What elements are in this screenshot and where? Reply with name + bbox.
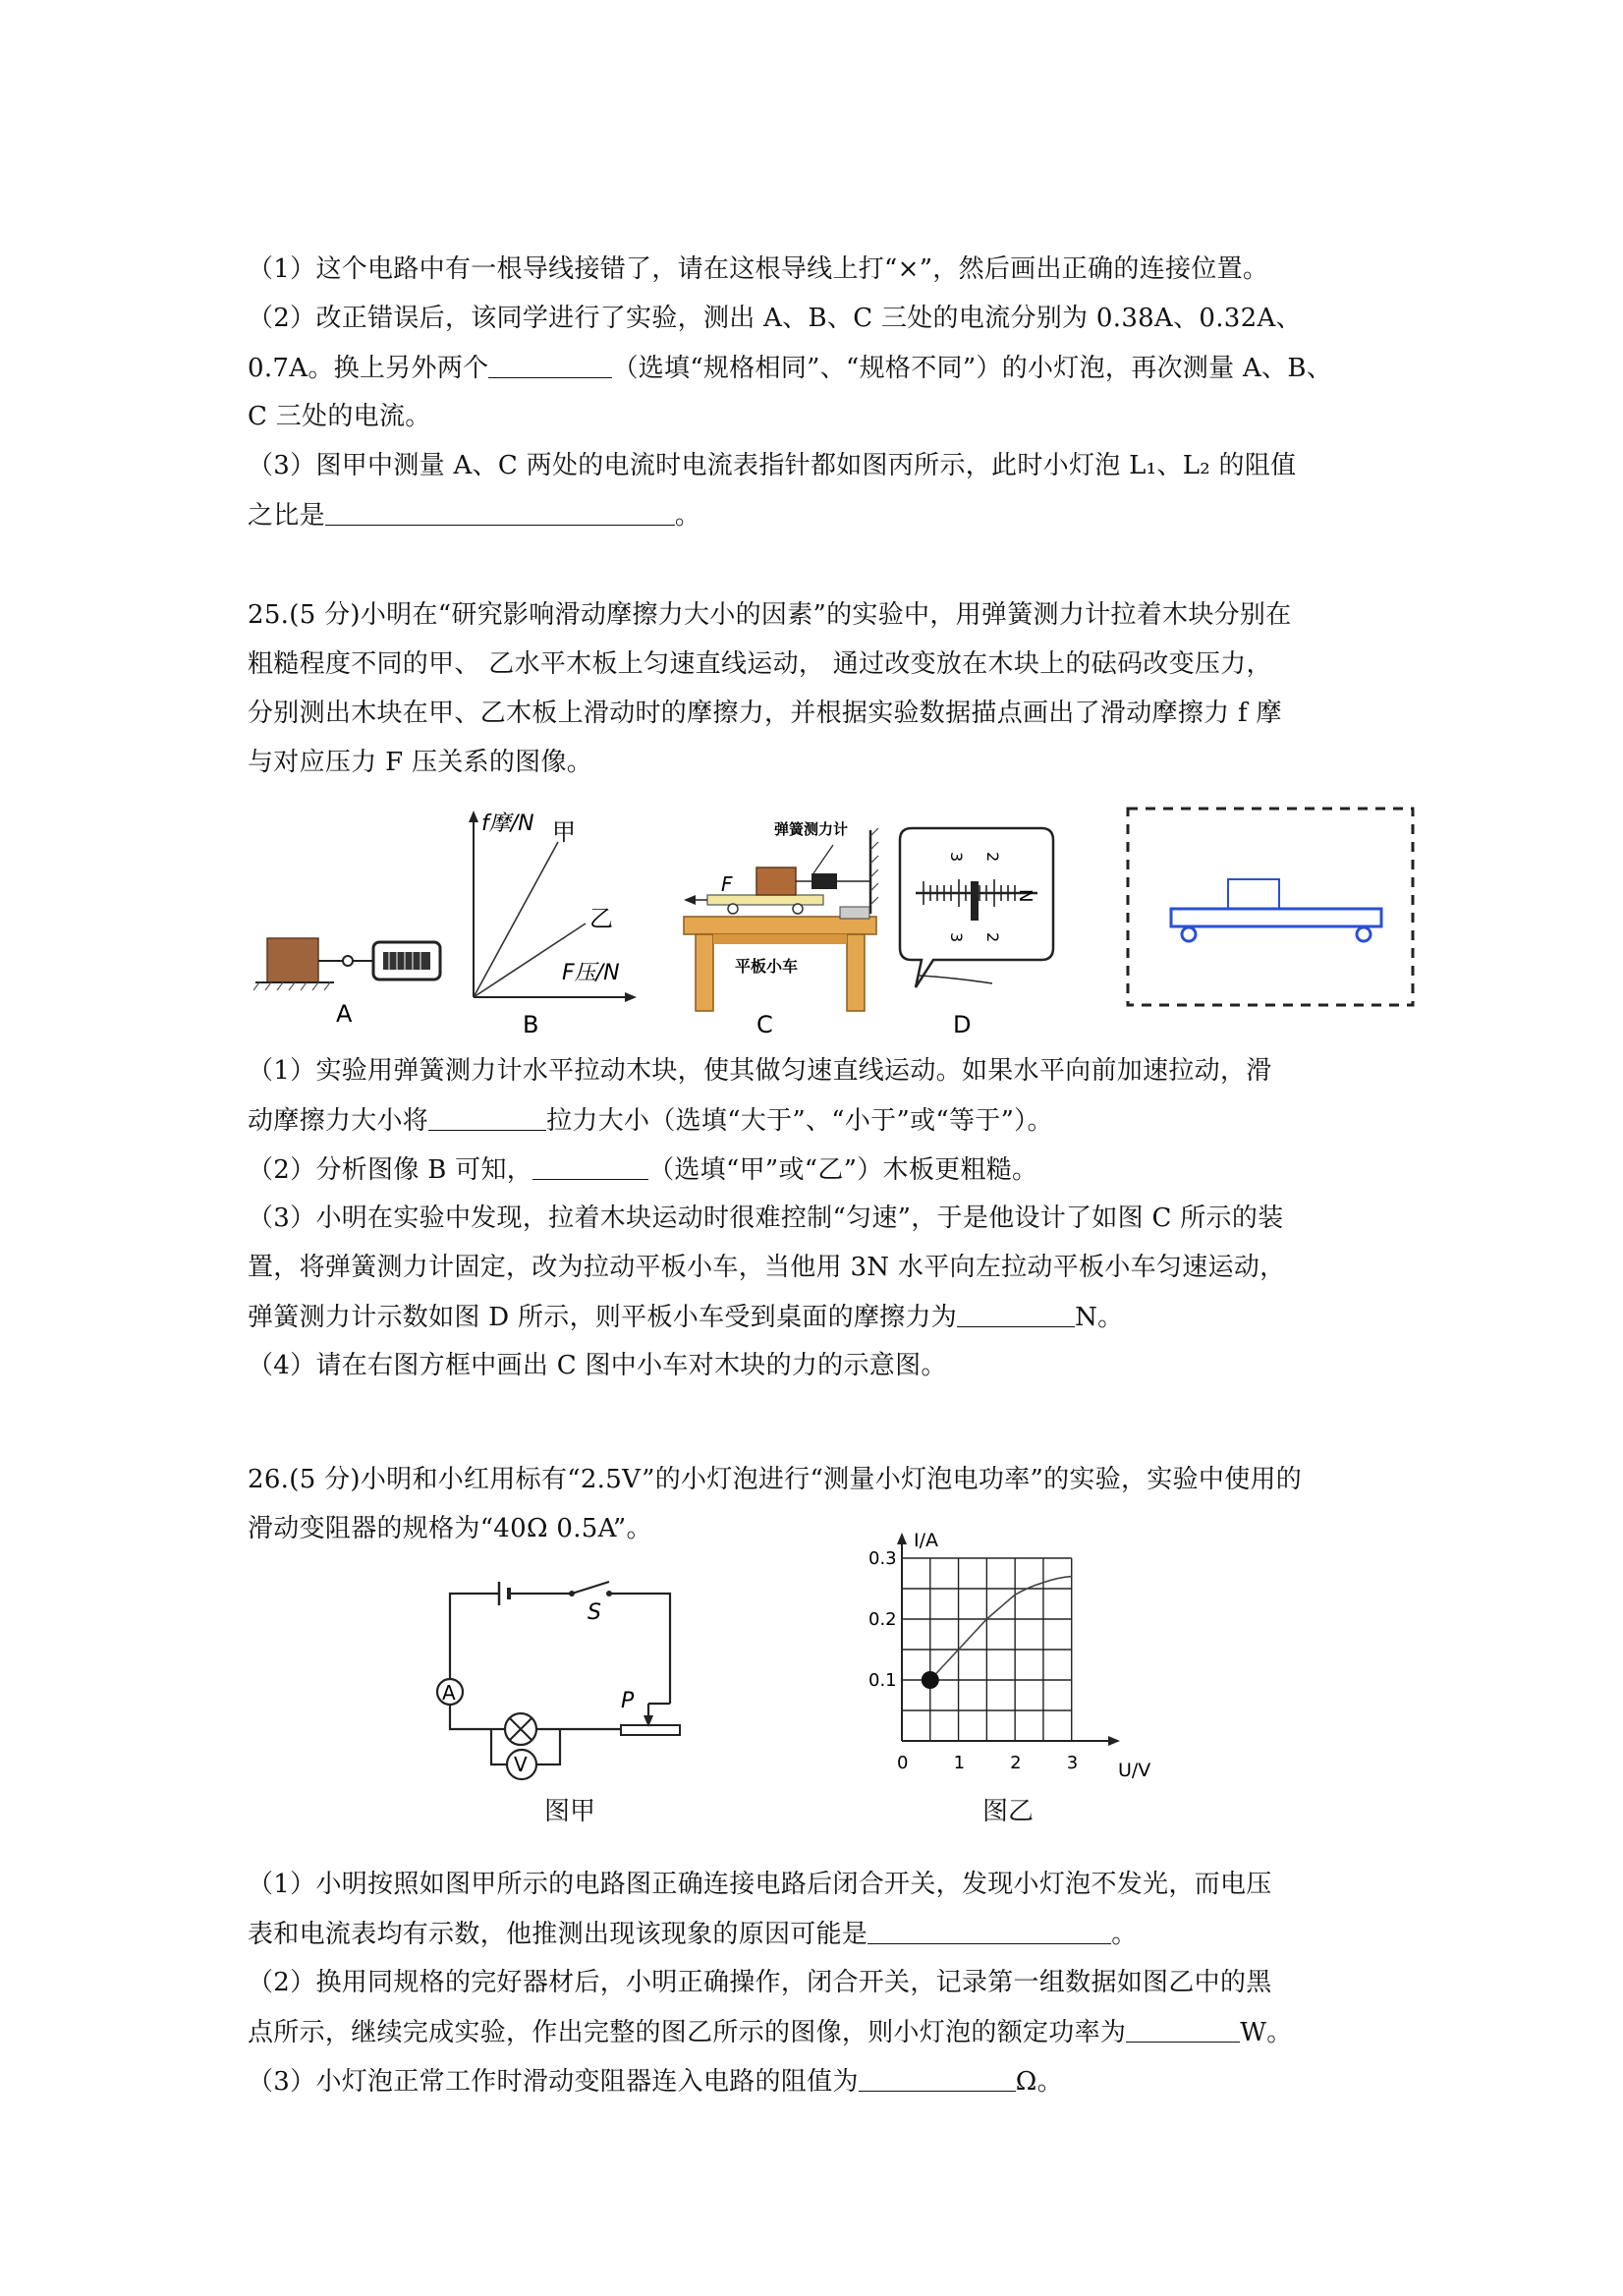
slider-label: P	[621, 1689, 635, 1713]
q24-part3-cont	[248, 497, 700, 533]
axis-label-x: U/V	[1118, 1760, 1151, 1781]
y-tick-label: 0.1	[868, 1670, 897, 1691]
y-tick-label: 0.3	[868, 1548, 897, 1569]
figure-label-b: B	[523, 1011, 539, 1038]
iu-chart	[853, 1529, 1167, 1786]
figure-b	[469, 811, 637, 1038]
wood-block	[756, 868, 796, 895]
q25-stem: 粗糙程度不同的甲、 乙水平木板上匀速直线运动， 通过改变放在木块上的砝码改变压力，	[248, 649, 1272, 679]
scale-number: 2	[983, 932, 1002, 943]
line-jia	[474, 842, 558, 997]
unit-n: N	[1015, 889, 1035, 903]
scale-pointer	[971, 881, 979, 921]
q26-part2: （2）换用同规格的完好器材后，小明正确操作，闭合开关，记录第一组数据如图乙中的黑	[248, 1968, 1272, 1997]
figure-label-c: C	[756, 1011, 773, 1038]
q25-part1-cont	[248, 1102, 1053, 1139]
q25-stem: 25.(5 分)小明在“研究影响滑动摩擦力大小的因素”的实验中，用弹簧测力计拉着木块分别在	[248, 600, 1292, 630]
axis-label-x: F压/N	[562, 961, 620, 985]
cart-plate	[707, 895, 823, 905]
scale-number: 3	[947, 932, 966, 943]
q26-part3	[248, 2063, 1063, 2100]
x-tick-label: 3	[1066, 1753, 1079, 1773]
cart-outline	[1171, 909, 1381, 926]
answer-blank[interactable]	[859, 2063, 1016, 2092]
spring-scale	[812, 873, 837, 889]
q25-text: （2）分析图像 B 可知，	[248, 1155, 533, 1185]
data-point-first	[922, 1671, 939, 1689]
axis-label-y: f摩/N	[481, 812, 534, 836]
q24-text: 。	[674, 501, 701, 531]
table-top	[684, 917, 876, 934]
line-label-yi: 乙	[589, 905, 613, 932]
line-label-jia: 甲	[552, 818, 576, 846]
q25-part2	[248, 1151, 1037, 1188]
q24-part2: （2）改正错误后，该同学进行了实验，测出 A、B、C 三处的电流分别为 0.38A、0.32A、	[248, 304, 1302, 333]
q25-part3: （3）小明在实验中发现，拉着木块运动时很难控制“匀速”，于是他设计了如图 C 所示的装	[248, 1204, 1284, 1233]
q24-part2-end: C 三处的电流。	[248, 402, 431, 431]
chart-series	[922, 1577, 1072, 1689]
q25-part3-cont: 置，将弹簧测力计固定，改为拉动平板小车，当他用 3N 水平向左拉动平板小车匀速运动，	[248, 1253, 1286, 1282]
q25-part3-end	[248, 1299, 1123, 1335]
q25-part4: （4）请在右图方框中画出 C 图中小车对木块的力的示意图。	[248, 1351, 947, 1380]
q25-stem: 分别测出木块在甲、乙木板上滑动时的摩擦力，并根据实验数据描点画出了滑动摩擦力 f 摩	[248, 699, 1282, 728]
q24-text: 之比是	[248, 501, 325, 531]
scale-number: 2	[983, 852, 1002, 863]
label-spring-scale: 弹簧测力计	[774, 820, 849, 838]
switch-label: S	[588, 1600, 601, 1625]
q25-stem: 与对应压力 F 压关系的图像。	[248, 748, 593, 777]
x-tick-label: 2	[1010, 1753, 1022, 1773]
x-tick-label: 0	[897, 1753, 909, 1773]
answer-blank[interactable]	[1126, 2014, 1240, 2043]
voltmeter-label: V	[514, 1753, 528, 1776]
q26-text: 。	[1111, 1920, 1138, 1949]
q26-text: 点所示，继续完成实验，作出完整的图乙所示的图像，则小灯泡的额定功率为	[248, 2018, 1127, 2047]
label-force-f: F	[721, 872, 733, 896]
q26-part1-cont	[248, 1916, 1138, 1952]
x-axis-arrow	[1108, 1736, 1120, 1746]
block-outline	[1228, 879, 1279, 909]
figure-c	[684, 820, 878, 1038]
circuit-diagram	[413, 1562, 698, 1788]
q26-stem: 26.(5 分)小明和小红用标有“2.5V”的小灯泡进行“测量小灯泡电功率”的实验，实验中使用的	[248, 1465, 1303, 1494]
iu-curve	[930, 1577, 1072, 1680]
caption-fig-jia: 图甲	[544, 1797, 596, 1826]
figure-d	[900, 828, 1053, 1038]
answer-blank[interactable]	[325, 497, 675, 526]
figure-label-d: D	[953, 1011, 972, 1038]
ammeter-label: A	[442, 1681, 456, 1705]
answer-blank[interactable]	[428, 1102, 546, 1131]
q26-part2-cont	[248, 2014, 1293, 2050]
q25-text: 拉力大小（选填“大于”、“小于”或“等于”）。	[546, 1106, 1053, 1136]
q26-text: 表和电流表均有示数，他推测出现该现象的原因可能是	[248, 1920, 868, 1949]
ground-hatch	[253, 982, 330, 990]
axis-label-y: I/A	[914, 1530, 939, 1551]
q26-part1: （1）小明按照如图甲所示的电路图正确连接电路后闭合开关，发现小灯泡不发光，而电压	[248, 1870, 1272, 1899]
answer-blank[interactable]	[532, 1151, 648, 1180]
q26-text: W。	[1240, 2018, 1293, 2047]
y-tick-label: 0.2	[868, 1609, 897, 1630]
q25-text: 动摩擦力大小将	[248, 1106, 429, 1136]
y-axis-arrow	[897, 1533, 907, 1544]
answer-drawing-box[interactable]	[1128, 809, 1413, 1005]
answer-blank[interactable]	[488, 350, 612, 378]
scale-number: 3	[947, 852, 966, 863]
q24-part3: （3）图甲中测量 A、C 两处的电流时电流表指针都如图丙所示，此时小灯泡 L₁、L₂ 的阻值	[248, 451, 1297, 480]
q25-text: N。	[1075, 1303, 1124, 1332]
q25-text: （选填“甲”或“乙”）木板更粗糙。	[648, 1155, 1038, 1185]
q24-text: （选填“规格相同”、“规格不同”）的小灯泡，再次测量 A、B、	[612, 354, 1333, 383]
q26-text: （3）小灯泡正常工作时滑动变阻器连入电路的阻值为	[248, 2067, 859, 2097]
chart-grid	[902, 1558, 1072, 1741]
wood-block	[267, 938, 318, 982]
caption-fig-yi: 图乙	[982, 1797, 1035, 1826]
q25-figures	[246, 801, 1425, 1041]
q24-part2-cont	[248, 350, 1332, 386]
figure-a	[253, 938, 440, 1028]
figure-label-a: A	[336, 1000, 353, 1028]
answer-blank[interactable]	[867, 1916, 1111, 1944]
q26-text: Ω。	[1015, 2067, 1063, 2097]
q24-part1: （1）这个电路中有一根导线接错了，请在这根导线上打“×”，然后画出正确的连接位置。	[248, 254, 1269, 284]
x-tick-label: 1	[953, 1753, 966, 1773]
q25-part1: （1）实验用弹簧测力计水平拉动木块，使其做匀速直线运动。如果水平向前加速拉动，滑	[248, 1056, 1272, 1086]
label-cart: 平板小车	[735, 957, 799, 976]
q26-stem: 滑动变阻器的规格为“40Ω 0.5A”。	[248, 1514, 652, 1543]
q24-text: 0.7A。换上另外两个	[248, 354, 489, 383]
q25-text: 弹簧测力计示数如图 D 所示，则平板小车受到桌面的摩擦力为	[248, 1303, 958, 1332]
answer-blank[interactable]	[957, 1299, 1075, 1327]
